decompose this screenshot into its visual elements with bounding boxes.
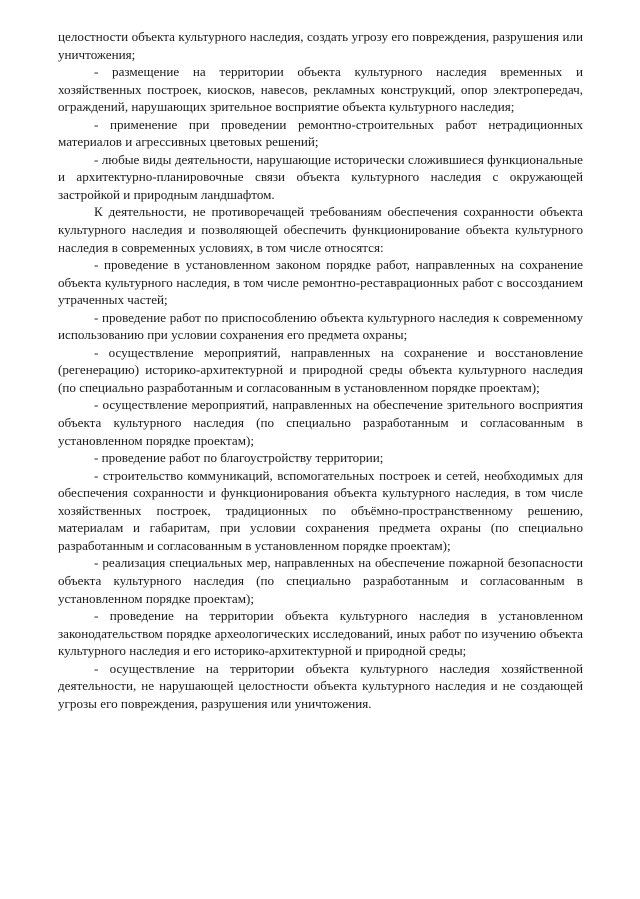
paragraph-continuation: целостности объекта культурного наследия, создать угрозу его повреждения, разрушения или уничтожения; [58, 29, 583, 62]
paragraph-permitted-environment-restoration: - осуществление мероприятий, направленных на сохранение и восстановление (регенерацию) историко-архитектурной и природной среды объекта культурного наследия (по специально разработанным и согласованным в установленном порядке проектам); [58, 344, 583, 395]
document-page [58, 28, 583, 712]
paragraph-permitted-fire-safety: - реализация специальных мер, направленных на обеспечение пожарной безопасности объекта культурного наследия (по специально разработанным и согласованным в установленном порядке проектам); [58, 555, 583, 606]
paragraph-permitted-utilities: - строительство коммуникаций, вспомогательных построек и сетей, необходимых для обеспечения сохранности и функционирования объекта культурного наследия, в том числе хозяйственных построек, традиционных по объёмно-пространственному решению, материалам и габаритам, при условии сохранения предмета охраны (по специально разработанным и согласованным в установленном порядке проектам); [58, 467, 583, 553]
paragraph-permitted-intro: К деятельности, не противоречащей требованиям обеспечения сохранности объекта культурного наследия и позволяющей обеспечить функционирование объекта культурного наследия в современных условиях, в том числе относятся: [58, 204, 583, 255]
paragraph-permitted-visual-perception: - осуществление мероприятий, направленных на обеспечение зрительного восприятия объекта культурного наследия (по специально разработанным и согласованным в установленном порядке проектам); [58, 397, 583, 448]
paragraph-restriction-temporary-buildings: - размещение на территории объекта культурного наследия временных и хозяйственных построек, киосков, навесов, рекламных конструкций, опор электропередач, ограждений, нарушающих зрительное восприятие объекта культурного наследия; [58, 64, 583, 115]
paragraph-permitted-adaptation: - проведение работ по приспособлению объекта культурного наследия к современному использованию при условии сохранения его предмета охраны; [58, 309, 583, 343]
paragraph-permitted-landscaping: - проведение работ по благоустройству территории; [94, 450, 384, 466]
paragraph-restriction-activities: - любые виды деятельности, нарушающие исторически сложившиеся функциональные и архитектурно-планировочные связи объекта культурного наследия с окружающей застройкой и природным ландшафтом. [58, 151, 583, 202]
paragraph-permitted-archaeology: - проведение на территории объекта культурного наследия в установленном законодательством порядке археологических исследований, иных работ по изучению объекта культурного наследия и его историко-архитектурной и природной среды; [58, 608, 583, 659]
paragraph-permitted-economic-activity: - осуществление на территории объекта культурного наследия хозяйственной деятельности, не нарушающей целостности объекта культурного наследия и не создающей угрозы его повреждения, разрушения или уничтожения. [58, 660, 583, 711]
paragraph-restriction-materials: - применение при проведении ремонтно-строительных работ нетрадиционных материалов и агрессивных цветовых решений; [58, 116, 583, 150]
paragraph-permitted-preservation-works: - проведение в установленном законом порядке работ, направленных на сохранение объекта культурного наследия, в том числе ремонтно-реставрационных работ с воссозданием утраченных частей; [58, 257, 583, 308]
